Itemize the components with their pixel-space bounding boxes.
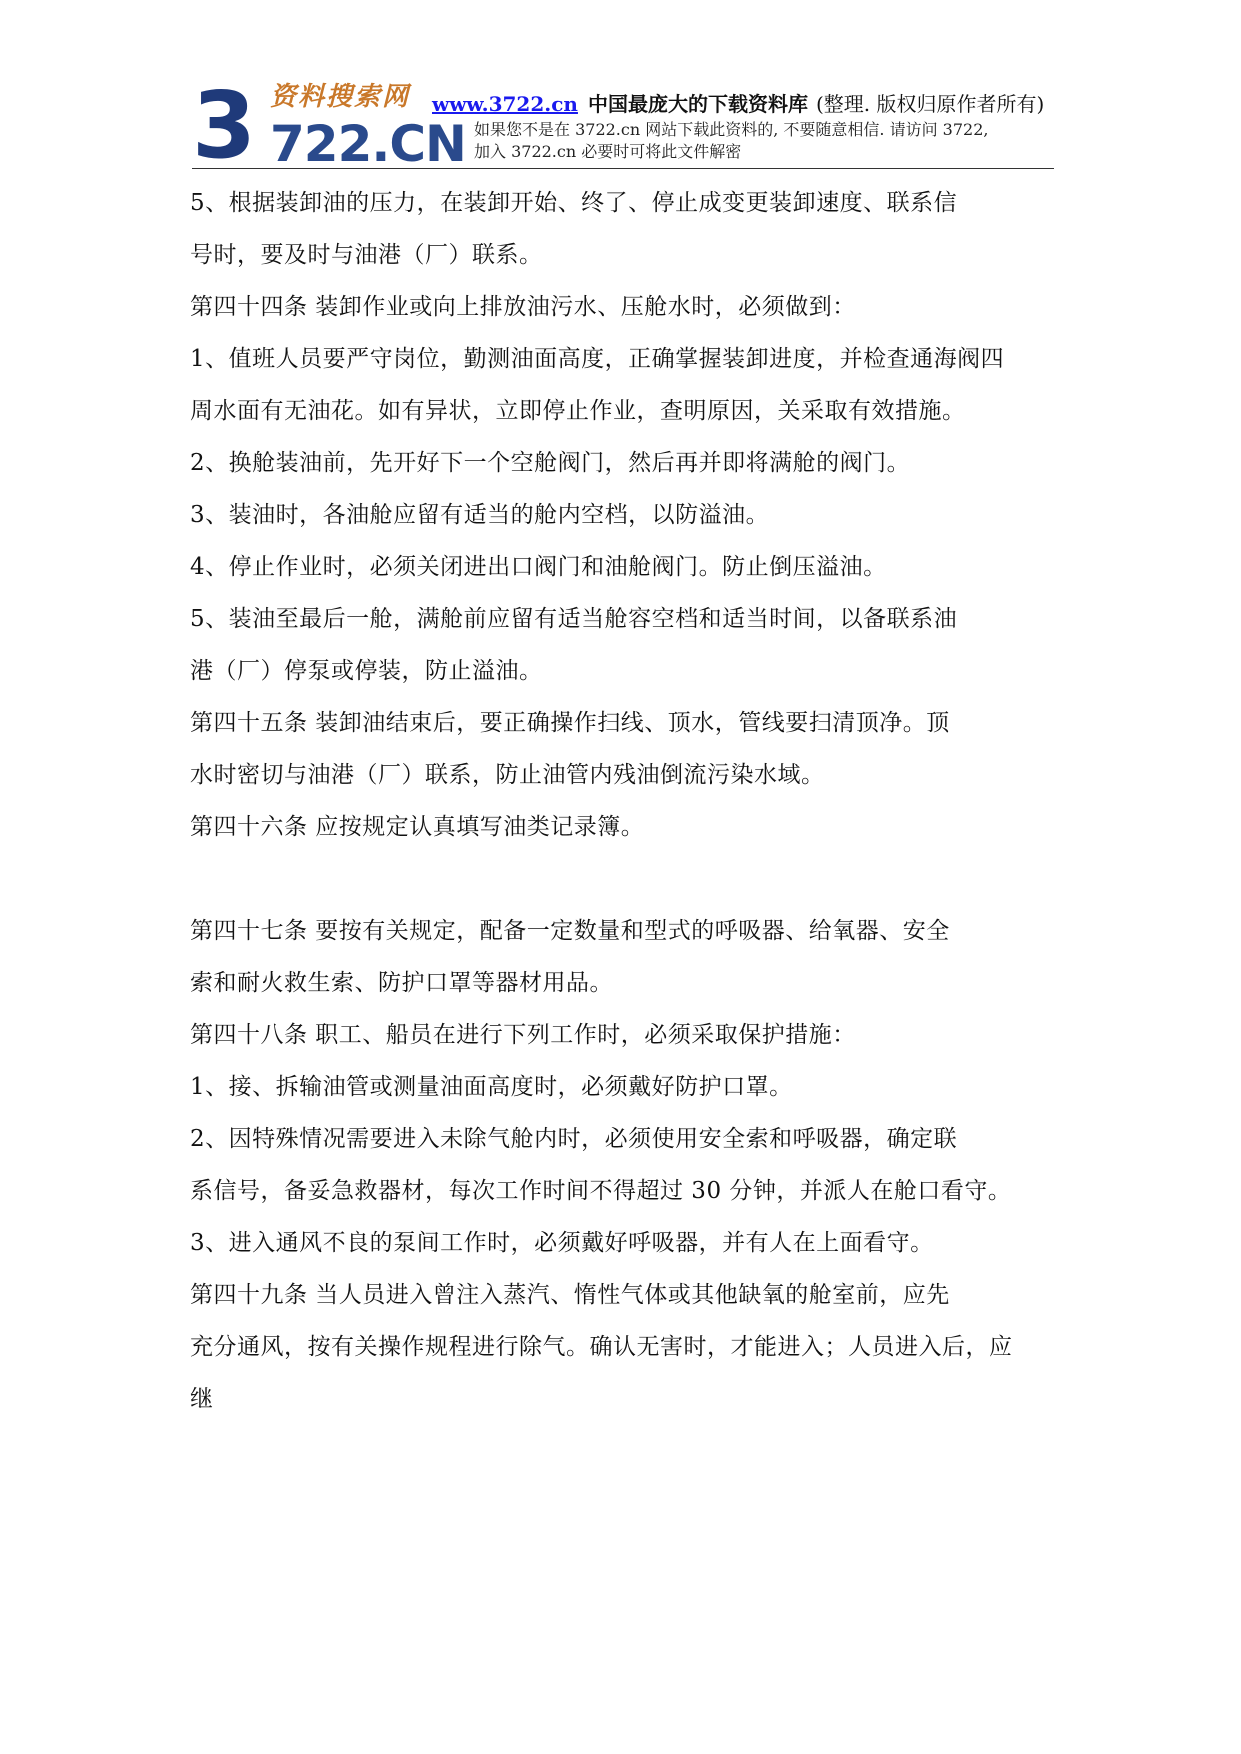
text-line: 继 [190, 1386, 214, 1412]
logo-tagline: 资料搜索网 [270, 82, 411, 112]
disclaimer-line-1: 如果您不是在 3722.cn 网站下载此资料的, 不要随意相信. 请访问 3722, [474, 120, 989, 139]
site-url-link[interactable]: www.3722.cn [432, 92, 578, 116]
site-logo[interactable] [192, 72, 466, 179]
text-line: 周水面有无油花。如有异状，立即停止作业，查明原因，关采取有效措施。 [190, 398, 966, 424]
text-line: 第四十九条 当人员进入曾注入蒸汽、惰性气体或其他缺氧的舱室前，应先 [190, 1282, 950, 1308]
text-line: 4、停止作业时，必须关闭进出口阀门和油舱阀门。防止倒压溢油。 [190, 554, 887, 580]
logo-number: 3 [192, 72, 253, 179]
page-header [0, 0, 1241, 179]
header-divider [192, 168, 1054, 169]
text-line: 第四十六条 应按规定认真填写油类记录簿。 [190, 814, 645, 840]
text-line: 第四十七条 要按有关规定，配备一定数量和型式的呼吸器、给氧器、安全 [190, 918, 950, 944]
text-line: 1、值班人员要严守岗位，勤测油面高度，正确掌握装卸进度，并检查通海阀四 [190, 346, 1005, 372]
text-line: 索和耐火救生索、防护口罩等器材用品。 [190, 970, 613, 996]
text-line: 3、装油时，各油舱应留有适当的舱内空档，以防溢油。 [190, 502, 770, 528]
text-line: 第四十八条 职工、船员在进行下列工作时，必须采取保护措施： [190, 1022, 856, 1048]
text-line: 第四十四条 装卸作业或向上排放油污水、压舱水时，必须做到： [190, 294, 856, 320]
header-title-line [432, 92, 1044, 116]
logo-domain: 722.CN [270, 115, 466, 173]
text-line: 2、因特殊情况需要进入未除气舱内时，必须使用安全索和呼吸器，确定联 [190, 1126, 958, 1152]
text-line: 5、装油至最后一舱，满舱前应留有适当舱容空档和适当时间，以备联系油 [190, 606, 958, 632]
site-slogan: 中国最庞大的下载资料库 [587, 92, 808, 116]
text-line: 港（厂）停泵或停装，防止溢油。 [190, 658, 543, 684]
text-line: 1、接、拆输油管或测量油面高度时，必须戴好防护口罩。 [190, 1074, 793, 1100]
disclaimer-line-2: 加入 3722.cn 必要时可将此文件解密 [474, 142, 742, 161]
text-line: 充分通风，按有关操作规程进行除气。确认无害时，才能进入；人员进入后，应 [190, 1334, 1013, 1360]
text-line: 第四十五条 装卸油结束后，要正确操作扫线、顶水，管线要扫清顶净。顶 [190, 710, 950, 736]
text-line: 号时，要及时与油港（厂）联系。 [190, 242, 543, 268]
text-line: 2、换舱装油前，先开好下一个空舱阀门，然后再并即将满舱的阀门。 [190, 450, 911, 476]
text-line: 5、根据装卸油的压力，在装卸开始、终了、停止成变更装卸速度、联系信 [190, 190, 958, 216]
text-line: 系信号，备妥急救器材，每次工作时间不得超过 30 分钟，并派人在舱口看守。 [190, 1178, 1012, 1204]
text-line: 3、进入通风不良的泵间工作时，必须戴好呼吸器，并有人在上面看守。 [190, 1230, 934, 1256]
text-line: 水时密切与油港（厂）联系，防止油管内残油倒流污染水域。 [190, 762, 825, 788]
copyright-note: (整理. 版权归原作者所有) [815, 92, 1045, 116]
